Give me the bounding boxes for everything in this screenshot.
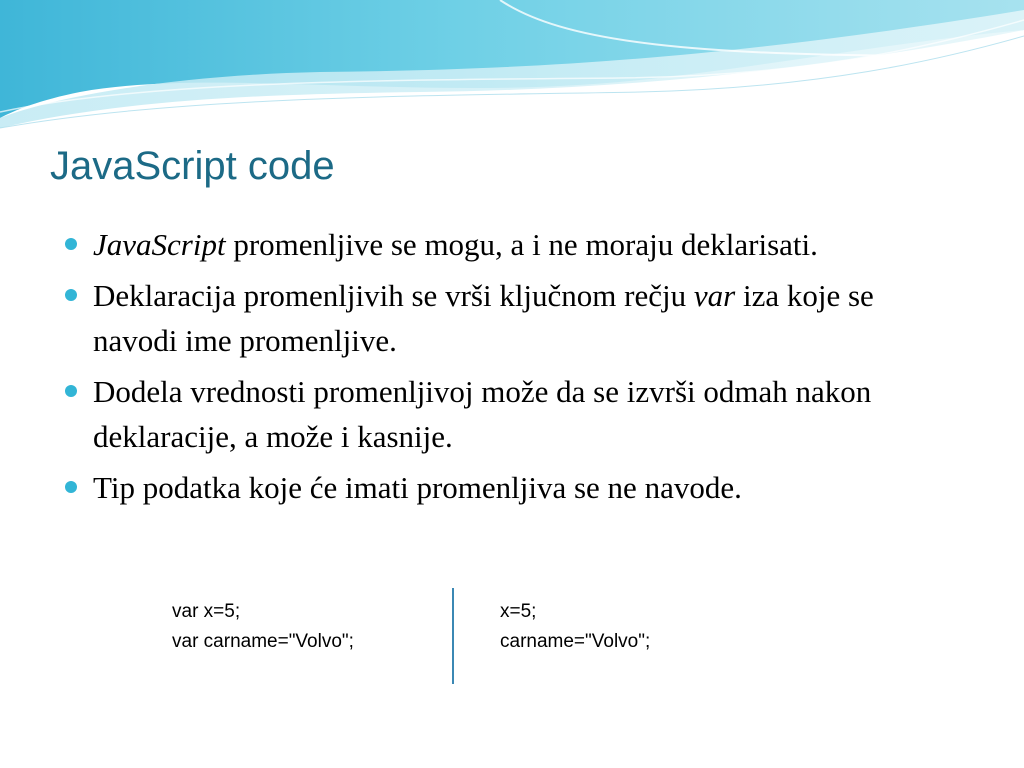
- code-line: carname="Volvo";: [500, 631, 651, 652]
- bullet-text: iza koje se navodi ime promenljive.: [93, 278, 874, 358]
- bullet-text: Tip podatka koje će imati promenljiva se ne navode.: [93, 470, 742, 505]
- bullet-text: promenljive se mogu, a i ne moraju deklarisati.: [225, 227, 818, 262]
- code-example-with-var: [172, 597, 354, 657]
- bullet-dot-icon: [65, 481, 77, 493]
- bullet-dot-icon: [65, 385, 77, 397]
- bullet-item: [64, 465, 964, 510]
- decorative-wave-header: [0, 0, 1024, 140]
- bullet-item: [64, 369, 964, 459]
- code-line: var x=5;: [172, 601, 241, 622]
- column-divider: [452, 588, 454, 684]
- bullet-dot-icon: [65, 289, 77, 301]
- code-line: var carname="Volvo";: [172, 631, 354, 652]
- bullet-text: Dodela vrednosti promenljivoj može da se izvrši odmah nakon deklaracije, a može i kasnije.: [93, 374, 872, 454]
- bullet-item: [64, 273, 964, 363]
- bullet-text-italic: var: [693, 278, 736, 313]
- code-line: x=5;: [500, 601, 537, 622]
- bullet-text-italic: JavaScript: [93, 227, 226, 262]
- bullet-item: [64, 222, 964, 267]
- bullet-text: Deklaracija promenljivih se vrši ključnom rečju: [93, 278, 694, 313]
- bullet-dot-icon: [65, 238, 77, 250]
- bullet-list: [64, 222, 964, 516]
- page-title: JavaScript code: [50, 144, 335, 188]
- code-example-without-var: [500, 597, 650, 657]
